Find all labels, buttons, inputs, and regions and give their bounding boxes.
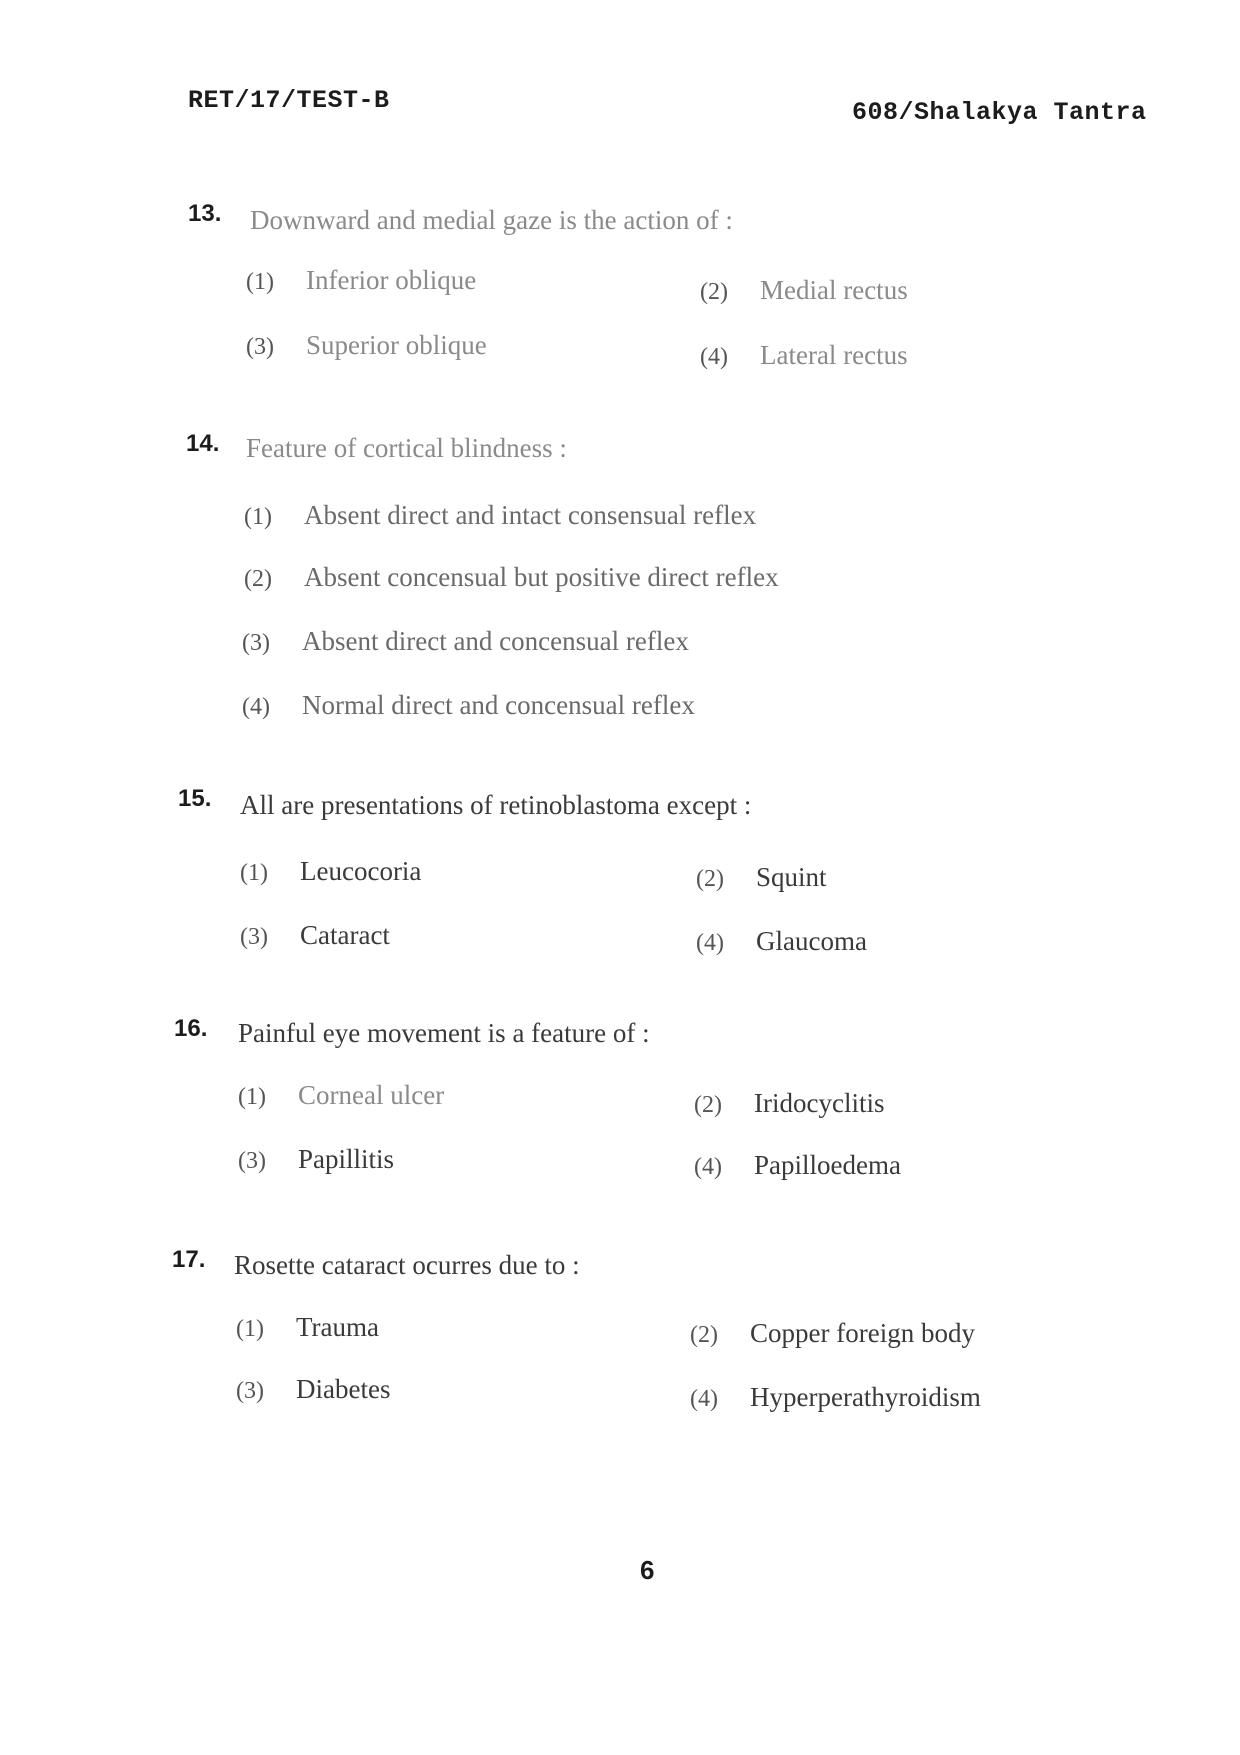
option-4	[700, 340, 908, 371]
option-4	[690, 1382, 981, 1413]
option-number: (4)	[690, 1386, 718, 1412]
option-number: (4)	[700, 344, 728, 370]
option-3	[242, 626, 689, 657]
option-number: (3)	[238, 1148, 266, 1174]
option-2	[244, 562, 779, 593]
option-number: (2)	[694, 1092, 722, 1118]
option-number: (2)	[700, 279, 728, 305]
header-code: RET/17/TEST-B	[188, 86, 390, 115]
option-1	[246, 265, 476, 296]
option-text: Corneal ulcer	[298, 1080, 445, 1110]
option-2	[694, 1088, 884, 1119]
option-2	[696, 862, 827, 893]
option-number: (2)	[244, 566, 272, 592]
option-text: Absent direct and intact consensual reflex	[304, 500, 757, 530]
option-number: (2)	[690, 1322, 718, 1348]
option-text: Absent direct and concensual reflex	[302, 626, 689, 656]
option-text: Squint	[756, 862, 827, 892]
option-text: Trauma	[296, 1312, 380, 1342]
header-subject: 608/Shalakya Tantra	[852, 98, 1147, 127]
question-number: 13.	[188, 200, 222, 227]
question-number: 17.	[172, 1246, 206, 1273]
option-text: Papillitis	[298, 1144, 395, 1174]
option-number: (4)	[694, 1154, 722, 1180]
option-text: Copper foreign body	[750, 1318, 975, 1348]
option-text: Inferior oblique	[306, 265, 477, 295]
option-4	[242, 690, 695, 721]
option-text: Diabetes	[296, 1374, 391, 1404]
option-text: Absent concensual but positive direct reflex	[304, 562, 779, 592]
option-2	[690, 1318, 975, 1349]
option-1	[240, 856, 421, 887]
option-text: Iridocyclitis	[754, 1088, 885, 1118]
option-text: Hyperperathyroidism	[750, 1382, 981, 1412]
option-text: Papilloedema	[754, 1150, 901, 1180]
page-number: 6	[640, 1555, 655, 1585]
option-1	[244, 500, 756, 531]
option-4	[696, 926, 867, 957]
option-text: Cataract	[300, 920, 390, 950]
option-3	[246, 330, 487, 361]
question-text: All are presentations of retinoblastoma except :	[240, 790, 752, 820]
option-number: (1)	[240, 860, 268, 886]
option-text: Glaucoma	[756, 926, 867, 956]
option-1	[236, 1312, 379, 1343]
question-text: Rosette cataract ocurres due to :	[234, 1250, 580, 1280]
option-text: Superior oblique	[306, 330, 487, 360]
question-text: Downward and medial gaze is the action of :	[250, 205, 733, 235]
option-number: (3)	[246, 334, 274, 360]
option-3	[236, 1374, 390, 1405]
option-text: Lateral rectus	[760, 340, 908, 370]
option-text: Leucocoria	[300, 856, 422, 886]
question-number: 16.	[174, 1015, 208, 1042]
option-number: (3)	[242, 630, 270, 656]
option-2	[700, 275, 908, 306]
question-text: Feature of cortical blindness :	[246, 433, 567, 463]
question-text: Painful eye movement is a feature of :	[238, 1018, 650, 1048]
option-4	[694, 1150, 901, 1181]
option-number: (1)	[246, 269, 274, 295]
option-3	[240, 920, 390, 951]
option-number: (1)	[238, 1084, 266, 1110]
option-number: (3)	[240, 924, 268, 950]
option-number: (4)	[696, 930, 724, 956]
option-number: (1)	[244, 504, 272, 530]
option-number: (4)	[242, 694, 270, 720]
question-number: 15.	[178, 785, 212, 812]
question-number: 14.	[186, 430, 220, 457]
option-number: (3)	[236, 1378, 264, 1404]
option-text: Normal direct and concensual reflex	[302, 690, 695, 720]
option-1	[238, 1080, 444, 1111]
option-number: (1)	[236, 1316, 264, 1342]
option-number: (2)	[696, 866, 724, 892]
option-3	[238, 1144, 394, 1175]
option-text: Medial rectus	[760, 275, 908, 305]
